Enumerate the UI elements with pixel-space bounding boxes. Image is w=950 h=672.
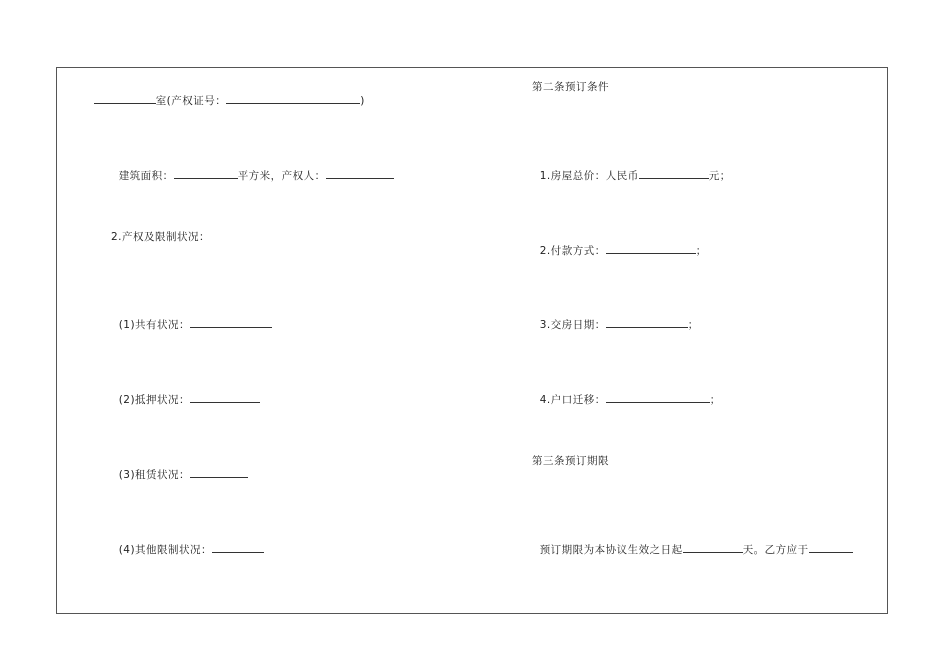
payment-label: 2.付款方式：	[539, 245, 606, 257]
payment-end: ；	[695, 245, 707, 257]
delivery-blank	[606, 318, 688, 328]
article2-title: 第二条预订条件	[532, 81, 609, 93]
payment-blank	[606, 244, 696, 254]
period-date-blank	[809, 543, 853, 553]
price-blank	[639, 169, 709, 179]
price-line	[532, 155, 731, 183]
delivery-end: ；	[687, 319, 699, 331]
joint-blank	[190, 318, 272, 328]
hukou-line	[532, 379, 721, 407]
hukou-label: 4.户口迁移：	[539, 394, 606, 406]
hukou-blank	[606, 393, 710, 403]
joint-line	[111, 304, 272, 332]
other-line	[111, 529, 264, 557]
lease-label: (3)租赁状况：	[118, 469, 191, 481]
hukou-end: ；	[709, 394, 721, 406]
period-line	[532, 529, 853, 557]
area-line	[111, 155, 394, 183]
room-cert-line	[86, 80, 365, 108]
owner-label: 平方米，产权人：	[237, 170, 326, 182]
delivery-line	[532, 304, 699, 332]
delivery-label: 3.交房日期：	[539, 319, 606, 331]
rights-title: 2.产权及限制状况：	[111, 231, 211, 243]
mortgage-label: (2)抵押状况：	[118, 394, 191, 406]
joint-label: (1)共有状况：	[118, 319, 191, 331]
period-days-blank	[683, 543, 743, 553]
period-text: 天。乙方应于	[742, 544, 809, 556]
mortgage-line	[111, 379, 260, 407]
price-label: 1.房屋总价：人民币	[539, 170, 639, 182]
room-blank	[94, 94, 156, 104]
other-blank	[212, 543, 264, 553]
price-unit: 元；	[708, 170, 731, 182]
article3-title: 第三条预订期限	[532, 455, 609, 467]
lease-blank	[190, 468, 248, 478]
period-label: 预订期限为本协议生效之日起	[539, 544, 683, 556]
area-blank	[174, 169, 238, 179]
room-cert-close: )	[360, 95, 365, 107]
room-cert-label: 室(产权证号：	[155, 95, 227, 107]
cert-number-blank	[226, 94, 360, 104]
lease-line	[111, 454, 248, 482]
mortgage-blank	[190, 393, 260, 403]
other-label: (4)其他限制状况：	[118, 544, 213, 556]
payment-line	[532, 230, 707, 258]
owner-blank	[326, 169, 394, 179]
area-label: 建筑面积：	[118, 170, 174, 182]
